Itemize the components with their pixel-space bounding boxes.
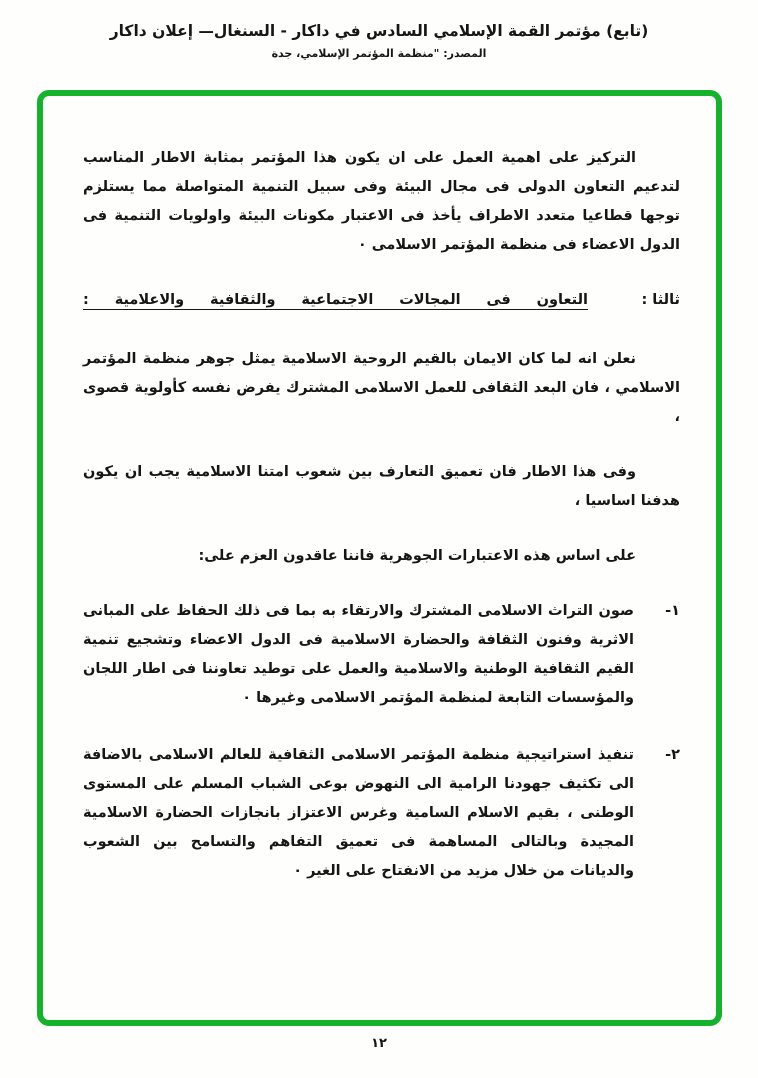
section-heading — [83, 286, 680, 315]
document-body — [43, 96, 716, 886]
section-label: ثالثا : — [641, 292, 680, 308]
paragraph-intro: التركيز على اهمية العمل على ان يكون هذا المؤتمر بمثابة الاطار المناسب لتدعيم التعاون الدولى فى مجال البيئة وفى سبيل التنمية المتواصلة مما يستلزم توجها قطاعيا متعدد الاطراف يأخذ فى الاعتبار مكونات البيئة واولويات التنمية فى الدول الاعضاء فى منظمة المؤتمر الاسلامى ٠ — [83, 150, 680, 253]
list-item-marker: ١- — [665, 603, 680, 619]
paragraph-resolve: على اساس هذه الاعتبارات الجوهرية فاننا عاقدون العزم على: — [198, 548, 636, 564]
page-footer — [0, 1036, 758, 1051]
list-item-text: تنفيذ استراتيجية منظمة المؤتمر الاسلامى الثقافية للعالم الاسلامى بالاضافة الى تكثيف جهودنا الرامية الى النهوض بوعى الشباب المسلم على المستوى الوطنى ، بقيم الاسلام السامية وغرس الاعتزاز بانجازات الحضارة الاسلامية المجيدة وبالتالى المساهمة فى تعميق التفاهم والتسامح بين الشعوب والديانات من خلال مزيد من الانفتاح على الغير ٠ — [83, 747, 634, 879]
list-item — [83, 597, 680, 713]
list-item — [83, 741, 680, 886]
section-title: التعاون فى المجالات الاجتماعية والثقافية والاعلامية : — [83, 292, 588, 308]
document-source: المصدر: "منظمة المؤتمر الإسلامي، جدة — [271, 47, 487, 60]
page-number: ١٢ — [371, 1036, 387, 1051]
green-annotation-frame — [37, 90, 722, 1026]
document-title: (تابع) مؤتمر القمة الإسلامي السادس في داكار - السنغال— إعلان داكار — [109, 22, 649, 40]
paragraph-framework: وفى هذا الاطار فان تعميق التعارف بين شعوب امتنا الاسلامية يجب ان يكون هدفنا اساسيا ، — [83, 464, 680, 509]
list-item-text: صون التراث الاسلامى المشترك والارتقاء به بما فى ذلك الحفاظ على المبانى الاثرية وفنون الثقافة والحضارة الاسلامية فى الدول الاعضاء وتشجيع تنمية القيم الثقافية الوطنية والاسلامية والعمل على توطيد تعاوننا فى اطار اللجان والمؤسسات التابعة لمنظمة المؤتمر الاسلامى وغيرها ٠ — [83, 603, 634, 706]
paragraph-declaration: نعلن انه لما كان الايمان بالقيم الروحية الاسلامية يمثل جوهر منظمة المؤتمر الاسلامي ، فان البعد الثقافى للعمل الاسلامى المشترك يفرض نفسه كأولوية قصوى ، — [83, 351, 680, 425]
list-item-marker: ٢- — [665, 747, 680, 763]
page-header — [0, 0, 758, 60]
